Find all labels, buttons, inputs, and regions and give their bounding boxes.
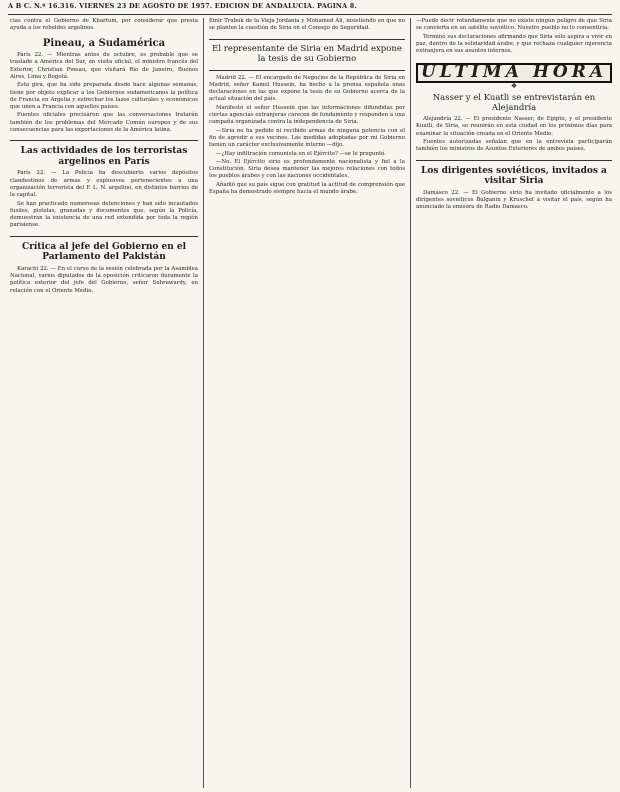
headline-sovieticos: Los dirigentes soviéticos, invitados a visitar Siria — [421, 165, 607, 187]
article-separator — [10, 140, 198, 141]
article-separator — [209, 70, 405, 71]
headline-nasser: Nasser y el Kuatli se entrevistarán en Alejandría — [432, 93, 596, 114]
col2-paragraph: Madrid 22. — El encargado de Negocios de la República de Siria en Madrid, señor Kamel Hussein, ha hecho a la prensa española unas declaraciones en las que expone la tesis de su Gobierno acerca de la actual situación del país. — [209, 74, 405, 103]
col1-paragraph: París 22. — Mientras antes de octubre, es probable que se traslade a América del Sur, en visita oficial, el ministro francés del Exterior, Christian Pineau, que visitará Río de Janeiro, Buenos Aires, Lima y Bogotá. — [10, 52, 198, 80]
col3-paragraph: Fuentes autorizadas señalan que en la entrevista participarán también los ministros de Asuntos Exteriores de ambos países. — [416, 138, 612, 153]
headline-siria-madrid: El representante de Siria en Madrid expone la tesis de su Gobierno — [212, 43, 402, 64]
headline-pineau: Pineau, a Sudamérica — [42, 37, 166, 49]
col2-lead: Emir Trabuk de la Vieja Jordania y Mohamed Ali, insistiendo en que no se plantee la cuestión de Siria en el Consejo de Seguridad. — [209, 18, 405, 32]
ornament-icon: ❖ — [510, 81, 518, 90]
page-header: A B C. N.º 16.316. VIERNES 23 DE AGOSTO DE 1957. EDICION DE ANDALUCIA. PAGINA 8. — [8, 2, 612, 15]
col2-paragraph: —No. El Ejército sirio es profundamente nacionalista y fiel a la Constitución. Siria desea mantener las mejores relaciones con todos los pueblos árabes y con las naciones occidentales. — [209, 158, 405, 180]
article-separator — [209, 39, 405, 40]
col2-paragraph: —Siria no ha pedido ni recibido armas de ninguna potencia con el fin de agredir a sus vecinos. Las medidas adoptadas por mi Gobierno tienen un carácter exclusivamente interno —dijo. — [209, 127, 405, 149]
column-rule — [203, 18, 204, 788]
col1-paragraph: Fuentes oficiales precisaron que las conversaciones tratarán también de los problemas del Mercado Común europeo y de sus consecuencias para las exportaciones de la América latina. — [10, 112, 198, 134]
col3-paragraph: Damasco 22. — El Gobierno sirio ha invitado oficialmente a los dirigentes soviéticos Bulganin y Kruschef a visitar el país, según ha anunciado la emisora de Radio Damasco. — [416, 189, 612, 211]
col2-paragraph: Manifestó el señor Hussein que las informaciones difundidas por ciertas agencias extranjeras carecen de fundamento y responden a una campaña organizada contra la independencia de Siria. — [209, 104, 405, 126]
col1-paragraph: Se han practicado numerosas detenciones y han sido incautados fusiles, pistolas, granadas y documentos que, según la Policía, demuestran la existencia de una red extendida por toda la región parisiense. — [10, 200, 198, 229]
article-separator — [10, 236, 198, 237]
col3-paragraph: Terminó sus declaraciones afirmando que Siria sólo aspira a vivir en paz, dentro de la solidaridad árabe, y que rechaza cualquier injerencia extranjera en sus asuntos internos. — [416, 33, 612, 55]
col1-lead: cias contra el Gobierno de Khartum, por considerar que presta ayuda a los rebeldes argelinos. — [10, 18, 198, 32]
col2-paragraph: —¿Hay infiltración comunista en el Ejército? —se le preguntó. — [216, 150, 386, 157]
col1-paragraph: París 22. — La Policía ha descubierto varios depósitos clandestinos de armas y explosivos pertenecientes a una organización terrorista del F. L. N. argelino, en distintos barrios de la capital. — [10, 170, 198, 199]
col3-lead: —Puedo decir rotundamente que no existe ningún peligro de que Siria se convierta en un satélite soviético. Nuestro pueblo no lo consentiría. — [416, 18, 612, 32]
article-separator — [416, 160, 612, 161]
column-2 — [209, 18, 405, 788]
col2-paragraph: Añadió que su país sigue con gratitud la actitud de comprensión que España ha demostrado siempre hacia el mundo árabe. — [209, 181, 405, 196]
headline-pakistan: Crítica al jefe del Gobierno en el Parlamento del Pakistán — [21, 241, 187, 263]
col1-paragraph: Karachi 22. — En el curso de la sesión celebrada por la Asamblea Nacional, varios diputados de la oposición criticaron duramente la política exterior del jefe del Gobierno, señor Suhrawardy, en relación con el Oriente Medio. — [10, 265, 198, 294]
ultima-hora-banner: ULTIMA HORA — [416, 63, 612, 82]
headline-terroristas: Las actividades de los terroristas argelinos en París — [20, 146, 188, 167]
col1-paragraph: Esta gira, que ha sido preparada desde hace algunas semanas, tiene por objeto explicar a los Gobiernos sudamericanos la política de Francia en Argelia y estrechar los lazos culturales y económicos que unen a Francia con aquellos países. — [10, 82, 198, 111]
column-1 — [10, 18, 198, 788]
column-rule — [410, 18, 411, 788]
column-3 — [416, 18, 612, 788]
col3-paragraph: Alejandría 22. — El presidente Nasser, de Egipto, y el presidente Kuatli, de Siria, se reunirán en esta ciudad en los próximos días para examinar la situación creada en el Oriente Medio. — [416, 116, 612, 137]
